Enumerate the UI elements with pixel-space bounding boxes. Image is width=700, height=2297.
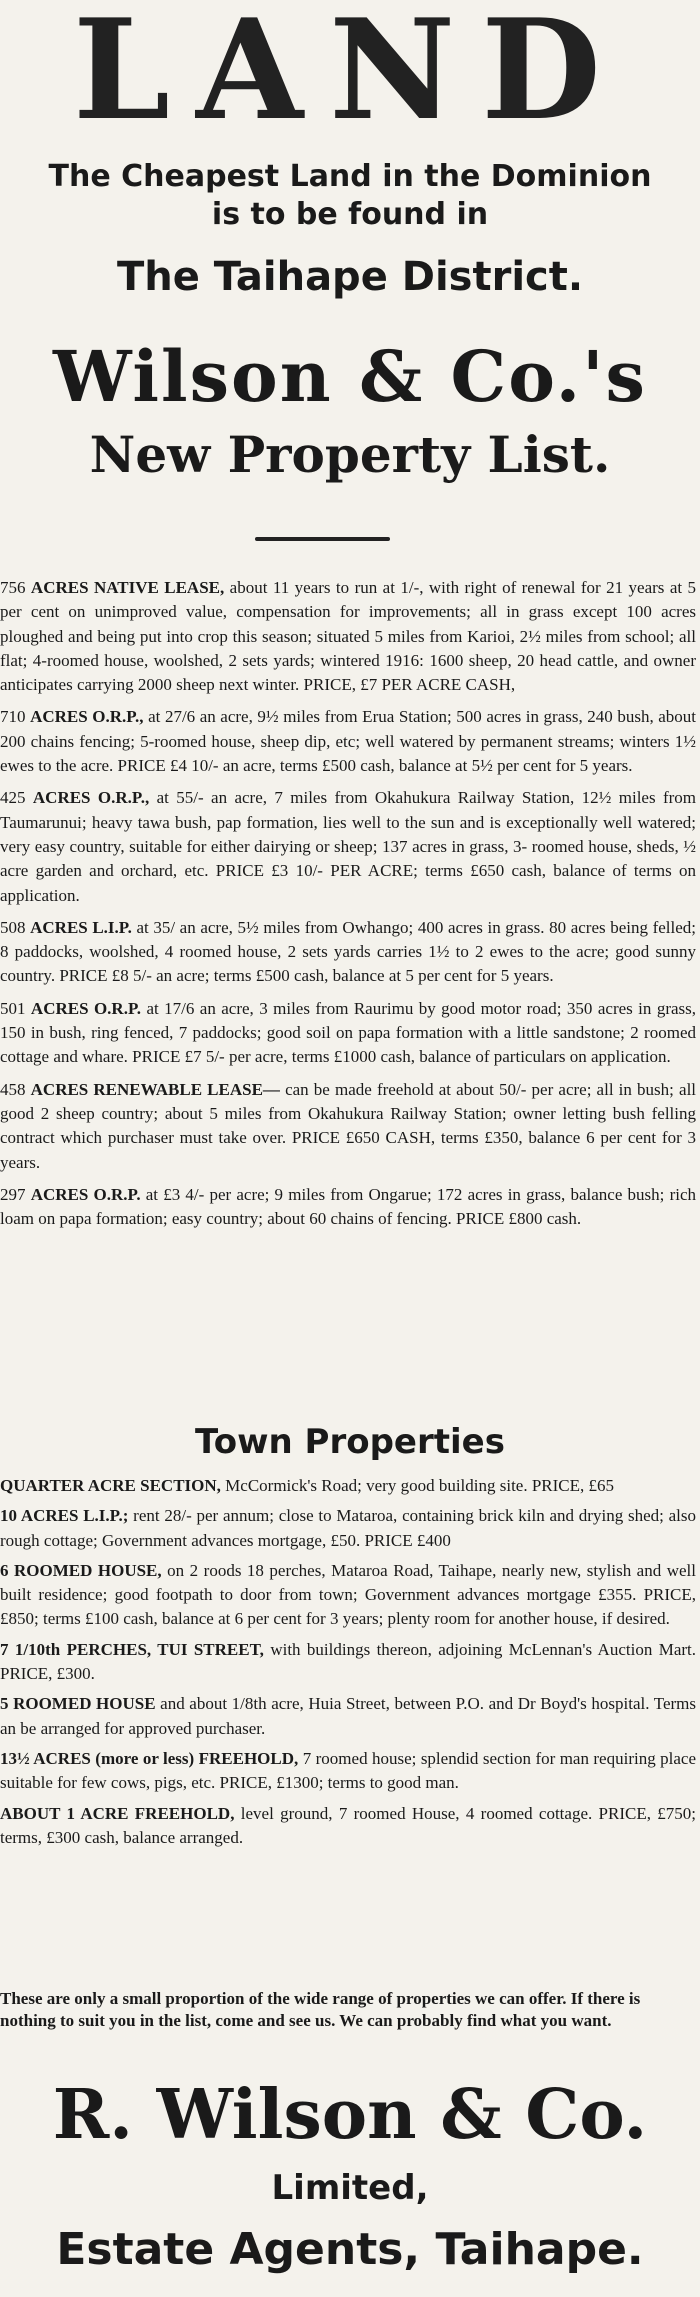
property-entry [0, 576, 696, 697]
property-description: about 11 years to run at 1/-, with right of renewal for 21 years at 5 per cent on unimproved value, compensation for improvements; all in grass except 100 acres ploughed and being put into crop this season; situated 5 miles from Karioi, 2½ miles from school; all flat; 4-roomed house, woolshed, 2 sets yards; wintered 1916: 1600 sheep, 20 head cattle, and owner anticipates carrying 2000 sheep next winter. PRICE, £7 PER ACRE CASH, [0, 578, 697, 695]
town-property-heading: 6 ROOMED HOUSE, [0, 1560, 162, 1580]
property-heading: ACRES O.R.P. [30, 1184, 141, 1204]
town-property-heading: 10 ACRES L.I.P.; [0, 1506, 129, 1526]
town-property-entry [0, 1474, 696, 1498]
town-property-entry [0, 1638, 696, 1687]
property-heading: ACRES NATIVE LEASE, [30, 578, 225, 597]
property-entry [0, 916, 696, 989]
property-description: at £3 4/- per acre; 9 miles from Ongarue; 172 acres in grass, balance bush; rich loam on papa formation; easy country; about 60 chains of fencing. PRICE £800 cash. [0, 1184, 697, 1229]
property-description: at 55/- an acre, 7 miles from Okahukura Railway Station, 12½ miles from Taumarunui; heavy tawa bush, pap formation, lies well to the sun and is exceptionally well watered; very easy country, suitable for either dairying or sheep; 137 acres in grass, 3- roomed house, sheds, ½ acre garden and orchard, etc. PRICE £3 10/- PER ACRE; terms £650 cash, balance of terms on application. [0, 788, 697, 905]
property-acres: 508 [0, 917, 26, 937]
property-entry [0, 1078, 696, 1175]
property-list [0, 576, 696, 1239]
property-entry [0, 705, 696, 778]
subtitle-line-1: The Cheapest Land in the Dominion [48, 159, 652, 194]
town-property-description: level ground, 7 roomed House, 4 roomed cottage. PRICE, £750; terms, £300 cash, balance arranged. [0, 1803, 697, 1847]
property-description: at 27/6 an acre, 9½ miles from Erua Station; 500 acres in grass, 240 bush, about 200 chains fencing; 5-roomed house, sheep dip, etc; well watered by permanent streams; winters 1½ ewes to the acre. PRICE £4 10/- an acre, terms £500 cash, balance at 5½ per cent for 5 years. [0, 707, 697, 776]
property-acres: 458 [0, 1079, 26, 1099]
property-heading: ACRES O.R.P., [32, 788, 150, 808]
footer-limited: Limited, [271, 2168, 429, 2208]
property-description: can be made freehold at about 50/- per acre; all in bush; all good 2 sheep country; about 5 miles from Okahukura Railway Station; owner letting bush felling contract which purchaser must take over. PRICE £650 CASH, terms £350, balance 6 per cent for 3 years. [0, 1079, 697, 1172]
property-entry [0, 1183, 696, 1232]
town-property-description: on 2 roods 18 perches, Mataroa Road, Taihape, nearly new, stylish and well built residence; good footpath to door from town; Government advances mortgage £355. PRICE, £850; terms £100 cash, balance at 6 per cent for 3 years; plenty room for another house, if desired. [0, 1560, 696, 1629]
district-heading: The Taihape District. [116, 254, 584, 300]
subtitle-line-2: is to be found in [211, 197, 489, 232]
closing-note: These are only a small proportion of the wide range of properties we can offer. If there is nothing to suit you in the list, come and see us. We can probably find what you want. [0, 1989, 641, 2030]
property-acres: 501 [0, 998, 26, 1018]
property-heading: ACRES O.R.P., [30, 707, 144, 727]
town-property-heading: 7 1/10th PERCHES, TUI STREET, [0, 1639, 264, 1659]
list-title: New Property List. [89, 425, 611, 484]
town-property-description: McCormick's Road; very good building site. PRICE, £65 [225, 1476, 615, 1495]
headline-land: LAND [73, 0, 627, 151]
property-heading: ACRES RENEWABLE LEASE— [30, 1079, 280, 1099]
property-acres: 297 [0, 1184, 26, 1204]
town-property-heading: ABOUT 1 ACRE FREEHOLD, [0, 1803, 235, 1823]
company-heading: Wilson & Co.'s [53, 335, 647, 418]
town-property-entry [0, 1559, 696, 1632]
town-property-entry [0, 1747, 696, 1796]
town-property-heading: 13½ ACRES (more or less) FREEHOLD, [0, 1748, 299, 1768]
town-property-entry [0, 1802, 696, 1851]
property-description: at 17/6 an acre, 3 miles from Raurimu by good motor road; 350 acres in grass, 150 in bush, ring fenced, 7 paddocks; good soil on papa formation with a little sandstone; 2 roomed cottage and whare. PRICE £7 5/- per acre, terms £1000 cash, balance of particulars on application. [0, 998, 697, 1067]
property-description: at 35/ an acre, 5½ miles from Owhango; 400 acres in grass. 80 acres being felled; 8 paddocks, woolshed, 4 roomed house, 2 sets yards carries 1½ to 2 ewes to the acre; good sunny country. PRICE £8 5/- an acre; terms £500 cash, balance at 5 per cent for 5 years. [0, 917, 697, 986]
property-entry [0, 786, 696, 907]
town-property-description: and about 1/8th acre, Huia Street, between P.O. and Dr Boyd's hospital. Terms an be arranged for approved purchaser. [0, 1694, 696, 1738]
town-property-heading: QUARTER ACRE SECTION, [0, 1476, 221, 1495]
property-heading: ACRES O.R.P. [30, 998, 142, 1018]
town-property-description: rent 28/- per annum; close to Mataroa, containing brick kiln and drying shed; also rough cottage; Government advances mortgage, £50. PRICE £400 [0, 1506, 696, 1550]
town-property-description: with buildings thereon, adjoining McLennan's Auction Mart. PRICE, £300. [0, 1639, 697, 1684]
subtitle [0, 158, 700, 234]
property-heading: ACRES L.I.P. [30, 917, 132, 937]
property-entry [0, 997, 696, 1070]
town-properties-heading: Town Properties [195, 1422, 505, 1462]
property-acres: 756 [0, 578, 26, 597]
town-property-description: 7 roomed house; splendid section for man requiring place suitable for few cows, pigs, etc. PRICE, £1300; terms to good man. [0, 1748, 697, 1793]
property-acres: 425 [0, 788, 26, 808]
footer-estate-agents: Estate Agents, Taihape. [56, 2224, 644, 2275]
footer-company-name: R. Wilson & Co. [52, 2075, 648, 2155]
town-property-list [0, 1474, 696, 1856]
town-property-heading: 5 ROOMED HOUSE [0, 1694, 156, 1714]
divider-rule [255, 537, 390, 541]
property-acres: 710 [0, 707, 26, 727]
town-property-entry [0, 1692, 696, 1741]
town-property-entry [0, 1504, 696, 1553]
